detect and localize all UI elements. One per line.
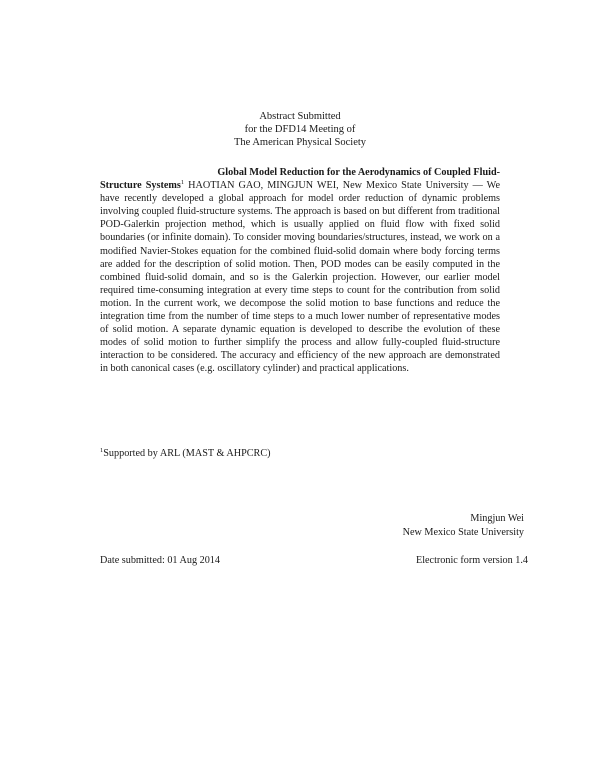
header-line-2: for the DFD14 Meeting of [244, 124, 356, 135]
signature-affiliation: New Mexico State University [402, 526, 524, 538]
abstract-body: — We have recently developed a global approach for model order reduction of dynamic problems involving coupled fluid-structure systems. The approach is based on but different from traditional POD-Galerkin projection method, which is usually applied on fluid flow with fixed solid boundaries (or infinite domain). To consider moving boundaries/structures, instead, we work on a modified Navier-Stokes equation for the combined fluid-solid domain where body forcing terms are added for the description of solid motion. Then, POD modes can be easily computed in the combined fluid-solid domain, and so is the Galerkin projection. However, our earlier model required time-consuming integration at every time steps to count for the contribution from solid motion. In the current work, we decompose the solid motion to base functions and reduce the integration time from the number of time steps to a much lower number of representative modes of solid motion. A separate dynamic equation is developed to describe the evolution of these modes of solid motion to further simplify the process and allow fully-coupled fluid-structure interaction to be considered. The accuracy and efficiency of the new approach are demonstrated in both canonical cases (e.g. oscillatory cylinder) and practical applications. [100, 180, 500, 375]
abstract-title-line-1: Global Model Reduction for the Aerodynamics of Coupled Fluid- [217, 167, 500, 178]
abstract-block [100, 166, 500, 376]
abstract-title-line-2: Structure Systems [100, 180, 181, 192]
footnote-text: Supported by ARL (MAST & AHPCRC) [103, 448, 271, 459]
header-line-3: The American Physical Society [233, 137, 367, 148]
header-line-1: Abstract Submitted [259, 111, 341, 122]
date-submitted: Date submitted: 01 Aug 2014 [100, 555, 220, 566]
abstract-authors: HAOTIAN GAO, MINGJUN WEI, New Mexico State University [184, 180, 469, 192]
signature-block [403, 512, 524, 539]
signature-name: Mingjun Wei [470, 513, 524, 524]
title-footnote-mark: 1 [180, 179, 185, 187]
form-version: Electronic form version 1.4 [415, 555, 528, 566]
footnote [100, 447, 271, 460]
footnote-mark: 1 [100, 447, 104, 454]
submission-header [0, 110, 600, 149]
